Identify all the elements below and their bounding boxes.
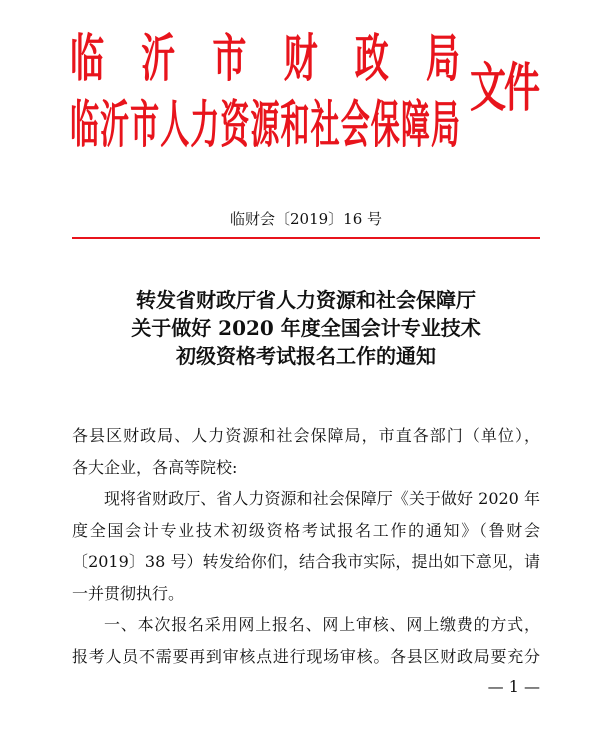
- document-number: 临财会〔2019〕16 号: [229, 210, 383, 228]
- page-number: — 1 —: [487, 677, 540, 696]
- body-line: 现将省财政厅、省人力资源和社会保障厅《关于做好 2020 年: [104, 489, 540, 508]
- body-line: 一、本次报名采用网上报名、网上审核、网上缴费的方式，: [104, 615, 540, 634]
- document-suffix: 文件: [470, 57, 539, 119]
- body-line: 一并贯彻执行。: [72, 583, 185, 603]
- header-char: 沂: [141, 29, 176, 90]
- header-char: 力: [190, 94, 220, 155]
- header-char: 市: [130, 94, 160, 155]
- body-line: 各县区财政局、人力资源和社会保障局，市直各部门（单位），: [72, 426, 540, 445]
- body-line: 度全国会计专业技术初级资格考试报名工作的通知》（鲁财会: [72, 520, 540, 540]
- header-char: 临: [70, 94, 100, 155]
- header-char: 会: [340, 94, 370, 155]
- header-char: 源: [250, 94, 280, 155]
- title-line-2: 关于做好 2020 年度全国会计专业技术: [131, 316, 481, 340]
- header-char: 人: [160, 94, 190, 155]
- header-char: 资: [220, 94, 250, 155]
- body-line: 报考人员不需要再到审核点进行现场审核。各县区财政局要充分: [72, 646, 540, 666]
- header-char: 临: [70, 29, 104, 90]
- header-char: 保: [370, 94, 400, 155]
- header-char: 局: [430, 94, 460, 155]
- header-char: 市: [212, 29, 247, 90]
- body-line: 各大企业，各高等院校:: [72, 457, 238, 477]
- header-char: 障: [400, 94, 430, 155]
- header-char: 政: [354, 29, 389, 90]
- issuer-name-hr-bureau: [70, 94, 460, 155]
- red-divider: [72, 237, 540, 239]
- header-char: 财: [283, 29, 318, 90]
- header-char: 局: [425, 29, 460, 90]
- body-line: 〔2019〕38 号）转发给你们，结合我市实际，提出如下意见，请: [72, 552, 540, 571]
- issuer-name-finance-bureau: [70, 29, 460, 90]
- header-char: 和: [280, 94, 310, 155]
- header-char: 社: [310, 94, 340, 155]
- title-line-1: 转发省财政厅省人力资源和社会保障厅: [136, 288, 476, 312]
- title-line-3: 初级资格考试报名工作的通知: [176, 344, 436, 368]
- header-char: 沂: [100, 94, 130, 155]
